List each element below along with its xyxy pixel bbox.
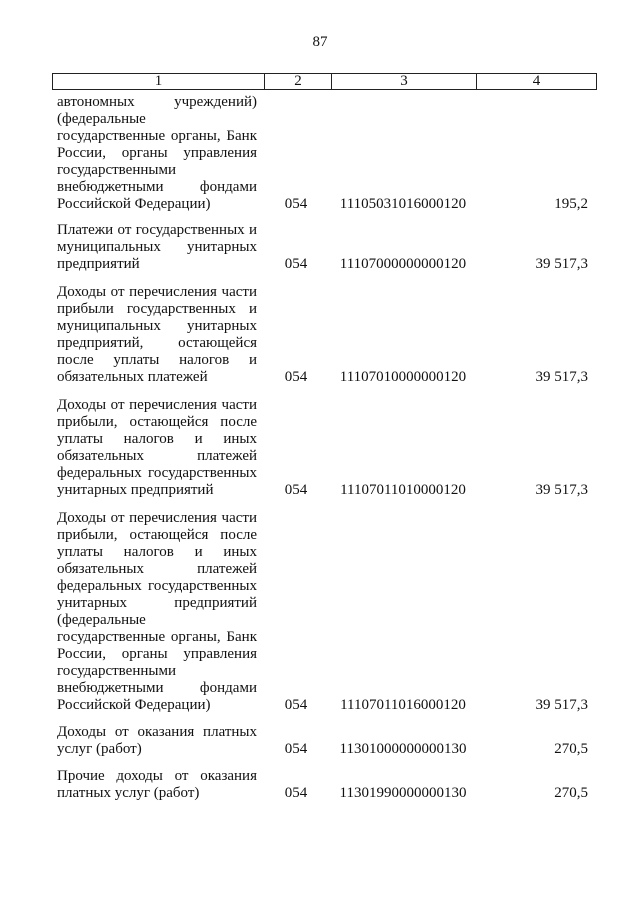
amount: 270,5 [554,741,588,757]
amount: 39 517,3 [535,369,588,385]
header-row [53,74,597,90]
admin-code: 054 [284,369,308,385]
amount: 195,2 [554,196,588,212]
description-line: федеральных государственных [57,465,257,481]
description-line: России, органы управления [57,145,257,161]
admin-code: 054 [284,741,308,757]
description-line: государственными [57,663,176,679]
description-line: Платежи от государственных и [57,222,257,238]
amount: 39 517,3 [535,256,588,272]
description-line: предприятий [57,256,140,272]
header-col-2: 2 [265,74,332,90]
admin-code: 054 [284,196,308,212]
description-line: России, органы управления [57,646,257,662]
description-line: унитарных предприятий [57,482,214,498]
description-line: прибыли государственных и [57,301,257,317]
budget-code: 11107010000000120 [339,369,467,385]
description-line: Доходы от перечисления части [57,284,257,300]
description-line: обязательных платежей [57,561,257,577]
description-line: унитарных предприятий [57,595,257,611]
budget-code: 11107011016000120 [340,697,466,713]
description-line: уплаты налогов и иных [57,544,257,560]
description-line: Российской Федерации) [57,697,211,713]
description-line: Российской Федерации) [57,196,211,212]
description-line: внебюджетными фондами [57,179,257,195]
description-line: предприятий, остающейся [57,335,257,351]
admin-code: 054 [284,697,308,713]
budget-code: 11301000000000130 [339,741,467,757]
description-line: Прочие доходы от оказания [57,768,257,784]
admin-code: 054 [284,785,308,801]
description-line: платных услуг (работ) [57,785,200,801]
row-description [57,397,257,499]
amount: 39 517,3 [535,697,588,713]
description-line: муниципальных унитарных [57,239,257,255]
description-line: (федеральные [57,111,146,127]
description-line: Доходы от перечисления части [57,510,257,526]
description-line: федеральных государственных [57,578,257,594]
admin-code: 054 [284,482,308,498]
description-line: государственные органы, Банк [57,629,257,645]
row-description [57,284,257,386]
page-number: 87 [312,34,328,50]
row-description [57,222,257,273]
description-line: государственными [57,162,176,178]
description-line: автономных учреждений) [57,94,257,110]
budget-code: 11107011010000120 [340,482,466,498]
amount: 270,5 [554,785,588,801]
description-line: обязательных платежей [57,448,257,464]
budget-code: 11105031016000120 [339,196,467,212]
table-header [52,73,597,90]
row-description [57,724,257,758]
description-line: государственные органы, Банк [57,128,257,144]
row-description [57,510,257,714]
description-line: после уплаты налогов и [57,352,257,368]
description-line: прибыли, остающейся после [57,527,257,543]
row-description [57,94,257,213]
description-line: Доходы от оказания платных [57,724,257,740]
budget-code: 11301990000000130 [339,785,467,801]
description-line: Доходы от перечисления части [57,397,257,413]
description-line: внебюджетными фондами [57,680,257,696]
amount: 39 517,3 [535,482,588,498]
admin-code: 054 [284,256,308,272]
description-line: уплаты налогов и иных [57,431,257,447]
budget-code: 11107000000000120 [339,256,467,272]
description-line: муниципальных унитарных [57,318,257,334]
description-line: услуг (работ) [57,741,142,757]
description-line: обязательных платежей [57,369,208,385]
description-line: прибыли, остающейся после [57,414,257,430]
description-line: (федеральные [57,612,146,628]
row-description [57,768,257,802]
header-col-3: 3 [332,74,477,90]
header-col-1: 1 [53,74,265,90]
header-col-4: 4 [477,74,597,90]
